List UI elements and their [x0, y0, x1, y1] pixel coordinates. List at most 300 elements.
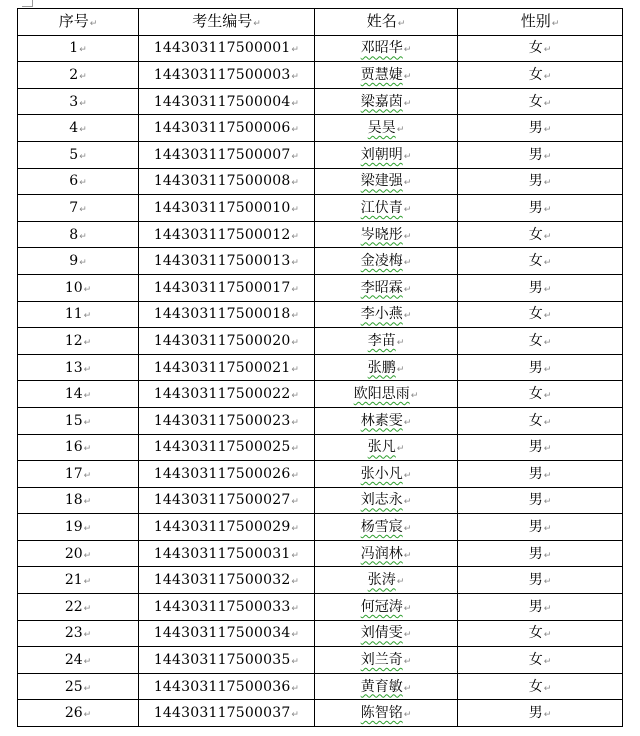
cell-name — [315, 35, 458, 62]
cell-seq-text: 14 — [64, 386, 83, 403]
cell-gender-text: 男 — [528, 492, 543, 509]
cell-end-mark: ↵ — [291, 577, 300, 588]
cell-candidate-id-text: 144303117500007 — [153, 146, 291, 163]
cell-name — [315, 620, 458, 647]
cell-seq-text: 26 — [64, 705, 83, 722]
cell-end-mark: ↵ — [543, 125, 552, 136]
cell-name — [315, 647, 458, 674]
cell-end-mark: ↵ — [403, 204, 412, 215]
cell-seq-text: 19 — [64, 519, 83, 536]
cell-end-mark: ↵ — [291, 71, 300, 82]
cell-gender-text: 男 — [528, 705, 543, 722]
cell-end-mark: ↵ — [403, 683, 412, 694]
cell-end-mark: ↵ — [543, 657, 552, 668]
cell-seq — [18, 301, 139, 328]
cell-end-mark: ↵ — [79, 45, 87, 56]
cell-candidate-id — [139, 700, 315, 727]
cell-seq — [18, 567, 139, 594]
cell-name — [315, 381, 458, 408]
cell-seq — [18, 620, 139, 647]
cell-end-mark: ↵ — [403, 151, 412, 162]
cell-end-mark: ↵ — [79, 125, 87, 136]
cell-name-text: 梁嘉茵 — [360, 93, 403, 110]
table-row — [18, 248, 623, 275]
cell-gender-text: 女 — [528, 306, 543, 323]
cell-end-mark: ↵ — [403, 417, 412, 428]
cell-name — [315, 540, 458, 567]
cell-candidate-id — [139, 381, 315, 408]
cell-seq-text: 8 — [69, 226, 79, 243]
cell-gender-text: 男 — [528, 572, 543, 589]
cell-name — [315, 434, 458, 461]
cell-gender — [458, 434, 623, 461]
cell-end-mark: ↵ — [543, 231, 552, 242]
cell-end-mark: ↵ — [83, 524, 92, 535]
cell-end-mark: ↵ — [403, 311, 412, 322]
cell-gender — [458, 407, 623, 434]
cell-seq-text: 25 — [64, 678, 83, 695]
cell-gender-text: 男 — [528, 545, 543, 562]
cell-gender-text: 女 — [528, 226, 543, 243]
cell-end-mark: ↵ — [543, 151, 552, 162]
table-row — [18, 301, 623, 328]
cell-candidate-id-text: 144303117500012 — [153, 226, 291, 243]
cell-gender-text: 男 — [528, 359, 543, 376]
cell-gender — [458, 540, 623, 567]
cell-end-mark: ↵ — [403, 550, 412, 561]
cell-end-mark: ↵ — [543, 284, 552, 295]
cell-name-text: 吴昊 — [367, 120, 396, 137]
cell-seq — [18, 115, 139, 142]
cell-end-mark: ↵ — [543, 311, 552, 322]
cell-name — [315, 274, 458, 301]
cell-gender — [458, 301, 623, 328]
cell-seq-text: 22 — [64, 598, 83, 615]
cell-candidate-id-text: 144303117500035 — [153, 652, 291, 669]
cell-gender-text: 男 — [528, 173, 543, 190]
cell-gender — [458, 328, 623, 355]
cell-gender-text: 女 — [528, 332, 543, 349]
cell-name — [315, 567, 458, 594]
cell-seq-text: 16 — [64, 439, 83, 456]
cell-end-mark: ↵ — [543, 258, 552, 269]
cell-end-mark: ↵ — [79, 151, 87, 162]
cell-gender — [458, 567, 623, 594]
cell-seq-text: 9 — [69, 253, 79, 270]
cell-end-mark: ↵ — [291, 470, 300, 481]
cell-seq — [18, 407, 139, 434]
cell-candidate-id — [139, 354, 315, 381]
cell-end-mark: ↵ — [543, 710, 552, 721]
cell-candidate-id — [139, 168, 315, 195]
cell-gender — [458, 381, 623, 408]
cell-gender — [458, 168, 623, 195]
cell-seq — [18, 35, 139, 62]
cell-candidate-id-text: 144303117500029 — [153, 519, 291, 536]
cell-candidate-id — [139, 221, 315, 248]
cell-end-mark: ↵ — [291, 204, 300, 215]
cell-name — [315, 301, 458, 328]
cell-end-mark: ↵ — [403, 284, 412, 295]
cell-gender-text: 男 — [528, 465, 543, 482]
cell-seq-text: 21 — [64, 572, 83, 589]
header-row — [18, 9, 623, 36]
cell-gender — [458, 141, 623, 168]
cell-end-mark: ↵ — [291, 524, 300, 535]
cell-candidate-id-text: 144303117500006 — [153, 120, 291, 137]
cell-candidate-id-text: 144303117500023 — [153, 412, 291, 429]
cell-end-mark: ↵ — [543, 391, 552, 402]
cell-end-mark: ↵ — [291, 444, 300, 455]
cell-gender — [458, 248, 623, 275]
cell-end-mark: ↵ — [83, 391, 92, 402]
cell-name — [315, 221, 458, 248]
table-row — [18, 700, 623, 727]
cell-gender-text: 女 — [528, 386, 543, 403]
cell-seq-text: 2 — [69, 66, 79, 83]
cell-name-text: 林素雯 — [360, 412, 403, 429]
cell-seq — [18, 248, 139, 275]
cell-end-mark: ↵ — [543, 630, 552, 641]
table-row — [18, 62, 623, 89]
cell-end-mark: ↵ — [291, 337, 300, 348]
cell-end-mark: ↵ — [396, 364, 405, 375]
cell-name-text: 张鹏 — [367, 359, 396, 376]
cell-candidate-id — [139, 594, 315, 621]
cell-end-mark: ↵ — [543, 603, 552, 614]
cell-name — [315, 115, 458, 142]
cell-end-mark: ↵ — [291, 125, 300, 136]
cell-candidate-id — [139, 274, 315, 301]
cell-candidate-id — [139, 620, 315, 647]
cell-name — [315, 594, 458, 621]
table-row — [18, 540, 623, 567]
cell-candidate-id — [139, 461, 315, 488]
cell-seq — [18, 381, 139, 408]
cell-name-text: 欧阳思雨 — [353, 386, 410, 403]
cell-end-mark: ↵ — [403, 497, 412, 508]
cell-seq — [18, 594, 139, 621]
cell-candidate-id-text: 144303117500017 — [153, 279, 291, 296]
table-row — [18, 673, 623, 700]
cell-name — [315, 514, 458, 541]
cell-name-text: 金凌梅 — [360, 253, 403, 270]
cell-seq — [18, 221, 139, 248]
cell-seq — [18, 673, 139, 700]
cell-end-mark: ↵ — [543, 364, 552, 375]
cell-seq — [18, 141, 139, 168]
cell-seq — [18, 540, 139, 567]
cell-candidate-id-text: 144303117500020 — [153, 332, 291, 349]
cell-candidate-id-text: 144303117500031 — [153, 545, 291, 562]
cell-name-text: 刘倩雯 — [360, 625, 403, 642]
cell-gender-text: 男 — [528, 519, 543, 536]
cell-seq-text: 24 — [64, 652, 83, 669]
cell-name — [315, 195, 458, 222]
cell-seq-text: 20 — [64, 545, 83, 562]
cell-candidate-id — [139, 195, 315, 222]
cell-candidate-id-text: 144303117500004 — [153, 93, 291, 110]
cell-end-mark: ↵ — [79, 258, 87, 269]
cell-candidate-id — [139, 88, 315, 115]
cell-candidate-id-text: 144303117500032 — [153, 572, 291, 589]
table-row — [18, 514, 623, 541]
cell-end-mark: ↵ — [83, 311, 92, 322]
table-row — [18, 115, 623, 142]
cell-name — [315, 62, 458, 89]
cell-candidate-id-text: 144303117500033 — [153, 598, 291, 615]
cell-candidate-id — [139, 647, 315, 674]
cell-candidate-id — [139, 62, 315, 89]
cell-gender — [458, 274, 623, 301]
cell-end-mark: ↵ — [83, 337, 92, 348]
cell-name-text: 李小燕 — [360, 306, 403, 323]
table-row — [18, 487, 623, 514]
table-row — [18, 354, 623, 381]
cell-gender-text: 女 — [528, 93, 543, 110]
cell-gender — [458, 115, 623, 142]
cell-end-mark: ↵ — [403, 178, 412, 189]
header-id: 考生编号↵ — [139, 9, 315, 36]
cell-candidate-id — [139, 567, 315, 594]
cell-name-text: 李昭霖 — [360, 279, 403, 296]
cell-end-mark: ↵ — [291, 550, 300, 561]
cell-end-mark: ↵ — [396, 337, 405, 348]
cell-end-mark: ↵ — [83, 417, 92, 428]
cell-seq-text: 7 — [69, 199, 79, 216]
cell-seq-text: 4 — [69, 120, 79, 137]
cell-seq-text: 6 — [69, 173, 79, 190]
cell-seq — [18, 487, 139, 514]
cell-end-mark: ↵ — [403, 630, 412, 641]
cell-name — [315, 673, 458, 700]
cell-end-mark: ↵ — [396, 577, 405, 588]
cell-candidate-id-text: 144303117500008 — [153, 173, 291, 190]
cell-name — [315, 407, 458, 434]
cell-name-text: 梁建强 — [360, 173, 403, 190]
cell-gender — [458, 594, 623, 621]
cell-end-mark: ↵ — [291, 311, 300, 322]
cell-name — [315, 461, 458, 488]
table-row — [18, 274, 623, 301]
table-row — [18, 35, 623, 62]
cell-end-mark: ↵ — [83, 630, 92, 641]
cell-gender-text: 女 — [528, 253, 543, 270]
cell-seq-text: 12 — [64, 332, 83, 349]
cell-end-mark: ↵ — [83, 657, 92, 668]
cell-seq-text: 13 — [64, 359, 83, 376]
cell-candidate-id-text: 144303117500036 — [153, 678, 291, 695]
cell-gender — [458, 195, 623, 222]
cell-seq — [18, 647, 139, 674]
cell-end-mark: ↵ — [403, 45, 412, 56]
page-corner-mark — [22, 0, 33, 7]
cell-end-mark: ↵ — [410, 391, 419, 402]
cell-candidate-id — [139, 141, 315, 168]
table-row — [18, 221, 623, 248]
cell-name — [315, 168, 458, 195]
table-row — [18, 567, 623, 594]
cell-candidate-id-text: 144303117500027 — [153, 492, 291, 509]
cell-end-mark: ↵ — [291, 284, 300, 295]
cell-end-mark: ↵ — [291, 231, 300, 242]
cell-end-mark: ↵ — [543, 444, 552, 455]
cell-end-mark: ↵ — [291, 603, 300, 614]
table-row — [18, 594, 623, 621]
cell-end-mark: ↵ — [543, 550, 552, 561]
cell-end-mark: ↵ — [291, 683, 300, 694]
cell-gender — [458, 62, 623, 89]
cell-gender — [458, 221, 623, 248]
cell-end-mark: ↵ — [543, 497, 552, 508]
cell-name-text: 贾慧婕 — [360, 66, 403, 83]
cell-candidate-id — [139, 35, 315, 62]
cell-candidate-id — [139, 487, 315, 514]
cell-end-mark: ↵ — [291, 417, 300, 428]
cell-end-mark: ↵ — [543, 470, 552, 481]
table-row — [18, 195, 623, 222]
cell-gender-text: 男 — [528, 120, 543, 137]
cell-name-text: 邓昭华 — [360, 40, 403, 57]
table-row — [18, 407, 623, 434]
table-row — [18, 141, 623, 168]
cell-candidate-id — [139, 301, 315, 328]
cell-gender — [458, 620, 623, 647]
cell-end-mark: ↵ — [79, 204, 87, 215]
cell-seq — [18, 461, 139, 488]
cell-end-mark: ↵ — [396, 444, 405, 455]
cell-end-mark: ↵ — [403, 98, 412, 109]
cell-name — [315, 700, 458, 727]
cell-gender — [458, 461, 623, 488]
cell-end-mark: ↵ — [291, 710, 300, 721]
cell-name-text: 李苗 — [367, 332, 396, 349]
cell-candidate-id-text: 144303117500018 — [153, 306, 291, 323]
cell-end-mark: ↵ — [543, 204, 552, 215]
cell-candidate-id-text: 144303117500001 — [153, 40, 291, 57]
cell-end-mark: ↵ — [291, 258, 300, 269]
cell-end-mark: ↵ — [79, 231, 87, 242]
cell-end-mark: ↵ — [403, 258, 412, 269]
cell-end-mark: ↵ — [291, 630, 300, 641]
cell-end-mark: ↵ — [291, 657, 300, 668]
cell-name-text: 张凡 — [367, 439, 396, 456]
cell-end-mark: ↵ — [291, 151, 300, 162]
cell-seq — [18, 328, 139, 355]
cell-gender-text: 男 — [528, 598, 543, 615]
cell-name — [315, 141, 458, 168]
cell-end-mark: ↵ — [291, 497, 300, 508]
cell-end-mark: ↵ — [83, 710, 92, 721]
cell-gender-text: 女 — [528, 625, 543, 642]
cell-end-mark: ↵ — [403, 710, 412, 721]
cell-end-mark: ↵ — [403, 603, 412, 614]
cell-gender — [458, 700, 623, 727]
cell-gender-text: 女 — [528, 40, 543, 57]
cell-name-text: 杨雪宸 — [360, 519, 403, 536]
cell-end-mark: ↵ — [83, 577, 92, 588]
cell-end-mark: ↵ — [83, 284, 92, 295]
cell-gender-text: 女 — [528, 66, 543, 83]
cell-name — [315, 248, 458, 275]
cell-end-mark: ↵ — [83, 364, 92, 375]
cell-end-mark: ↵ — [543, 98, 552, 109]
cell-gender-text: 男 — [528, 439, 543, 456]
cell-name-text: 刘朝明 — [360, 146, 403, 163]
cell-gender-text: 女 — [528, 652, 543, 669]
cell-end-mark: ↵ — [543, 524, 552, 535]
cell-candidate-id — [139, 115, 315, 142]
cell-gender — [458, 647, 623, 674]
cell-end-mark: ↵ — [403, 470, 412, 481]
cell-gender-text: 女 — [528, 678, 543, 695]
cell-name-text: 刘兰奇 — [360, 652, 403, 669]
cell-candidate-id-text: 144303117500026 — [153, 465, 291, 482]
cell-end-mark: ↵ — [543, 71, 552, 82]
cell-gender-text: 男 — [528, 199, 543, 216]
cell-gender — [458, 514, 623, 541]
cell-end-mark: ↵ — [543, 683, 552, 694]
table-row — [18, 647, 623, 674]
cell-name-text: 黄育敏 — [360, 678, 403, 695]
cell-seq-text: 17 — [64, 465, 83, 482]
cell-candidate-id-text: 144303117500021 — [153, 359, 291, 376]
cell-gender — [458, 35, 623, 62]
cell-seq — [18, 62, 139, 89]
cell-seq-text: 15 — [64, 412, 83, 429]
table-row — [18, 434, 623, 461]
cell-gender — [458, 354, 623, 381]
cell-candidate-id — [139, 514, 315, 541]
cell-end-mark: ↵ — [83, 683, 92, 694]
cell-seq — [18, 274, 139, 301]
cell-end-mark: ↵ — [291, 391, 300, 402]
cell-end-mark: ↵ — [83, 603, 92, 614]
cell-end-mark: ↵ — [403, 524, 412, 535]
cell-end-mark: ↵ — [543, 178, 552, 189]
cell-name — [315, 328, 458, 355]
cell-name-text: 何冠涛 — [360, 598, 403, 615]
cell-end-mark: ↵ — [403, 231, 412, 242]
cell-seq — [18, 434, 139, 461]
table-row — [18, 461, 623, 488]
cell-name-text: 张涛 — [367, 572, 396, 589]
cell-gender-text: 男 — [528, 279, 543, 296]
cell-end-mark: ↵ — [543, 45, 552, 56]
candidate-table — [17, 8, 623, 727]
table-row — [18, 168, 623, 195]
cell-seq — [18, 168, 139, 195]
cell-name — [315, 88, 458, 115]
cell-name-text: 岑晓彤 — [360, 226, 403, 243]
cell-seq — [18, 514, 139, 541]
cell-candidate-id-text: 144303117500010 — [153, 199, 291, 216]
cell-seq — [18, 88, 139, 115]
cell-end-mark: ↵ — [79, 178, 87, 189]
header-seq: 序号↵ — [18, 9, 139, 36]
cell-seq-text: 10 — [64, 279, 83, 296]
cell-candidate-id — [139, 407, 315, 434]
cell-gender — [458, 88, 623, 115]
cell-gender — [458, 487, 623, 514]
cell-end-mark: ↵ — [83, 470, 92, 481]
cell-end-mark: ↵ — [83, 444, 92, 455]
cell-candidate-id — [139, 540, 315, 567]
cell-end-mark: ↵ — [403, 657, 412, 668]
table-row — [18, 620, 623, 647]
cell-name-text: 冯润林 — [360, 545, 403, 562]
cell-seq-text: 3 — [69, 93, 79, 110]
